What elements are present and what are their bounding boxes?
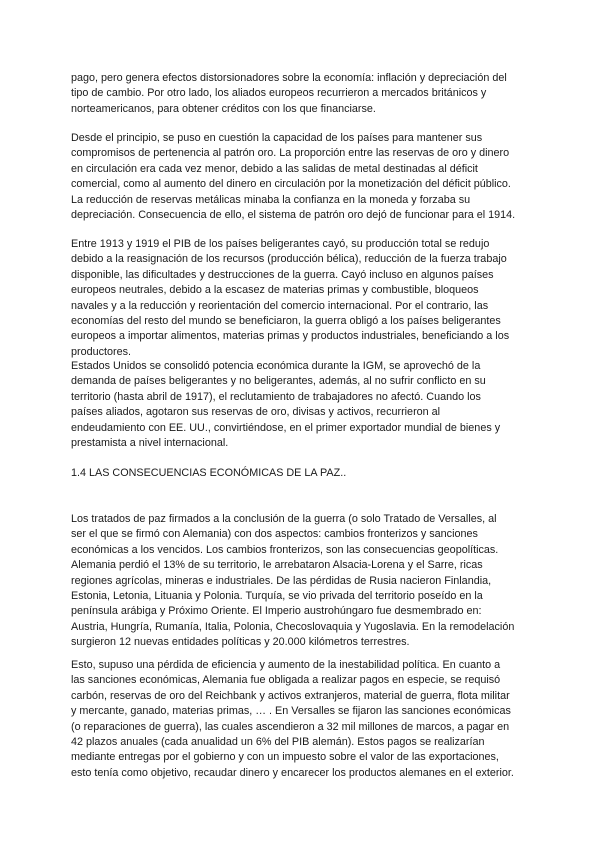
text-line: en circulación era cada vez menor, debido a las salidas de metal destinadas al déficit (71, 162, 478, 175)
text-line: Los tratados de paz firmados a la conclusión de la guerra (o solo Tratado de Versalles, al (71, 513, 497, 525)
text-line: Desde el principio, se puso en cuestión la capacidad de los países para mantener sus (71, 132, 483, 144)
text-line: Austria, Hungría, Rumanía, Italia, Polonia, Checoslovaquia y Yugoslavia. En la remodelación (71, 620, 515, 633)
text-line: compromisos de pertenencia al patrón oro. La proporción entre las reservas de oro y dinero (71, 147, 510, 160)
text-line: esto tenía como objetivo, recaudar dinero y encarecer los productos alemanes en el exterior. (71, 766, 514, 779)
text-line: Estados Unidos se consolidó potencia económica durante la IGM, se aprovechó de la (71, 360, 481, 372)
paragraph-united-states (71, 359, 541, 451)
paragraph-inflation-credits (71, 71, 541, 117)
text-line: prestamista a nivel internacional. (71, 436, 229, 449)
text-line: Alemania perdió el 13% de su territorio, le arrebataron Alsacia-Lorena y el Sarre, ricas (71, 559, 483, 572)
paragraph-gold-standard (71, 131, 541, 223)
text-line: productores. (71, 345, 132, 358)
text-line: europeos neutrales, debido a la escasez de materias primas y combustible, bloqueos (71, 284, 479, 297)
text-line: Estonia, Letonia, Lituania y Polonia. Turquía, se vio privada del territorio poseído en la (71, 589, 483, 602)
text-line: y mercante, ganado, materias primas, … . En Versalles se fijaron las sanciones económicas (71, 705, 511, 718)
text-line: norteamericanos, para obtener créditos con los que financiarse. (71, 102, 376, 115)
text-line: económicas a los vencidos. Los cambios fronterizos, son las consecuencias geopolíticas. (71, 543, 499, 556)
text-line: Entre 1913 y 1919 el PIB de los países beligerantes cayó, su producción total se redujo (71, 238, 490, 250)
text-line: economías del resto del mundo se beneficiaron, la guerra obligó a los países beligerantes (71, 314, 501, 327)
text-line: comercial, como al aumento del dinero en circulación por la monetización del déficit público. (71, 178, 511, 191)
text-line: ser el que se firmó con Alemania) con dos aspectos: cambios fronterizos y sanciones (71, 528, 478, 541)
text-line: endeudamiento con EE. UU., convirtiéndose, en el primer exportador mundial de bienes y (71, 421, 501, 434)
paragraph-gdp-decline (71, 237, 541, 360)
text-line: (o reparaciones de guerra), las cuales ascendieron a 32 mil millones de marcos, a pagar en (71, 720, 510, 733)
paragraph-peace-treaties (71, 512, 541, 651)
text-line: depreciación. Consecuencia de ello, el sistema de patrón oro dejó de funcionar para el 1914. (71, 208, 516, 221)
text-line: mediante entregas por el gobierno y con un impuesto sobre el valor de las exportaciones, (71, 751, 499, 764)
text-line: las sanciones económicas, Alemania fue obligada a realizar pagos en especie, se requisó (71, 674, 501, 687)
text-line: países aliados, agotaron sus reservas de oro, divisas y activos, recurrieron al (71, 406, 441, 419)
text-line: península arábiga y Próximo Oriente. El Imperio austrohúngaro fue desmembrado en: (71, 605, 482, 618)
text-line: tipo de cambio. Por otro lado, los aliados europeos recurrieron a mercados británicos y (71, 87, 487, 100)
section-heading: 1.4 LAS CONSECUENCIAS ECONÓMICAS DE LA PAZ.. (71, 467, 347, 479)
text-line: regiones agrícolas, mineras e industriales. De las pérdidas de Rusia nacieron Finlandia, (71, 574, 492, 587)
text-line: surgieron 12 nuevas entidades políticas y 20.000 kilómetros terrestres. (71, 636, 410, 649)
text-line: pago, pero genera efectos distorsionadores sobre la economía: inflación y depreciación del (71, 72, 507, 84)
text-line: 42 plazos anuales (cada anualidad un 6% del PIB alemán). Estos pagos se realizarían (71, 735, 485, 748)
text-line: disponible, las dificultades y destrucciones de la guerra. Cayó incluso en algunos países (71, 268, 494, 281)
text-line: navales y a la reducción y reorientación del comercio internacional. Por el contrario, las (71, 299, 489, 312)
text-line: Esto, supuso una pérdida de eficiencia y aumento de la inestabilidad política. En cuanto a (71, 659, 501, 671)
paragraph-sanctions (71, 658, 541, 781)
text-line: europeos a importar alimentos, materias primas y productos industriales, beneficiando a los (71, 330, 510, 343)
text-line: La reducción de reservas metálicas minaba la confianza en la moneda y forzaba su (71, 193, 471, 206)
text-line: territorio (hasta abril de 1917), el reclutamiento de trabajadores no afectó. Cuando los (71, 390, 481, 403)
text-line: demanda de países beligerantes y no beligerantes, además, al no sufrir conflicto en su (71, 375, 486, 388)
text-line: carbón, reservas de oro del Reichbank y activos extranjeros, material de guerra, flota militar (71, 689, 510, 702)
text-line: debido a la reasignación de los recursos (producción bélica), reducción de la fuerza trabajo (71, 253, 507, 266)
